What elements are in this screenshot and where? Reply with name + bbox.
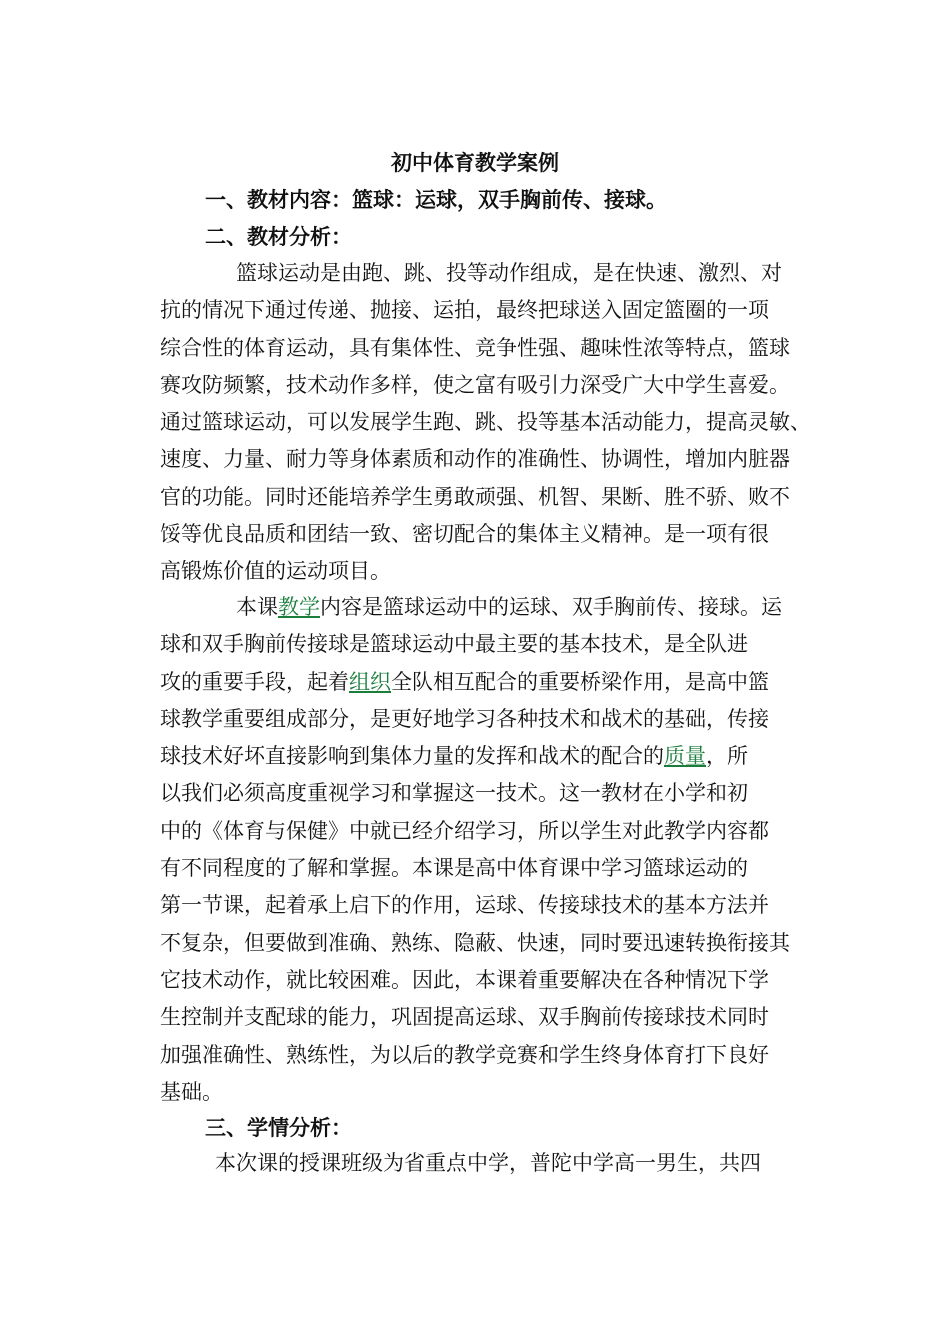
text-span: 全队相互配合的重要桥梁作用，是高中篮 (391, 669, 769, 694)
text-line: 本次课的授课班级为省重点中学，普陀中学高一男生，共四 (215, 1151, 761, 1175)
text-span: ，所 (706, 744, 748, 769)
paragraph-students (160, 1145, 810, 1182)
text-line: 赛攻防频繁，技术动作多样，使之富有吸引力深受广大中学生喜爱。 (160, 372, 790, 397)
text-line: 第一节课，起着承上启下的作用，运球、传接球技术的基本方法并 (160, 893, 769, 918)
link-teaching[interactable]: 教学 (278, 595, 320, 619)
paragraph-analysis (160, 255, 810, 591)
section-heading-analysis: 二、教材分析： (205, 224, 352, 249)
text-line: 加强准确性、熟练性，为以后的教学竞赛和学生终身体育打下良好 (160, 1042, 769, 1067)
text-line: 篮球运动是由跑、跳、投等动作组成，是在快速、激烈、对 (236, 261, 782, 285)
text-span: 本课 (236, 595, 278, 619)
text-line: 中的《体育与保健》中就已经介绍学习，所以学生对此教学内容都 (160, 818, 769, 843)
text-line: 球教学重要组成部分，是更好地学习各种技术和战术的基础，传接 (160, 706, 769, 731)
text-line: 不复杂，但要做到准确、熟练、隐蔽、快速，同时要迅速转换衔接其 (160, 930, 790, 955)
text-line: 馁等优良品质和团结一致、密切配合的集体主义精神。是一项有很 (160, 522, 769, 547)
text-line: 以我们必须高度重视学习和掌握这一技术。这一教材在小学和初 (160, 781, 748, 806)
text-line: 球和双手胸前传接球是篮球运动中最主要的基本技术，是全队进 (160, 632, 748, 657)
text-line: 它技术动作，就比较困难。因此，本课着重要解决在各种情况下学 (160, 967, 769, 992)
text-span: 攻的重要手段，起着 (160, 669, 349, 694)
text-line (160, 738, 810, 775)
text-line: 生控制并支配球的能力，巩固提高运球、双手胸前传接球技术同时 (160, 1005, 769, 1030)
text-line: 通过篮球运动，可以发展学生跑、跳、投等基本活动能力，提高灵敏、 (160, 410, 811, 435)
link-organize[interactable]: 组织 (349, 669, 391, 694)
section-heading-students: 三、学情分析： (205, 1115, 352, 1140)
link-quality[interactable]: 质量 (664, 744, 706, 769)
text-span: 球技术好坏直接影响到集体力量的发挥和战术的配合的 (160, 744, 664, 769)
section-heading-content: 一、教材内容：篮球：运球，双手胸前传、接球。 (205, 187, 667, 212)
text-line: 高锻炼价值的运动项目。 (160, 559, 391, 584)
text-line: 综合性的体育运动，具有集体性、竞争性强、趣味性浓等特点，篮球 (160, 335, 790, 360)
paragraph-lesson (160, 589, 810, 1111)
text-line (160, 589, 810, 626)
text-line: 抗的情况下通过传递、抛接、运拍，最终把球送入固定篮圈的一项 (160, 298, 769, 323)
text-line: 速度、力量、耐力等身体素质和动作的准确性、协调性，增加内脏器 (160, 447, 790, 472)
text-line: 基础。 (160, 1079, 223, 1104)
text-span: 内容是篮球运动中的运球、双手胸前传、接球。运 (320, 595, 782, 619)
text-line: 有不同程度的了解和掌握。本课是高中体育课中学习篮球运动的 (160, 856, 748, 881)
text-line: 官的功能。同时还能培养学生勇敢顽强、机智、果断、胜不骄、败不 (160, 484, 790, 509)
document-title: 初中体育教学案例 (391, 150, 559, 175)
text-line (160, 664, 810, 701)
